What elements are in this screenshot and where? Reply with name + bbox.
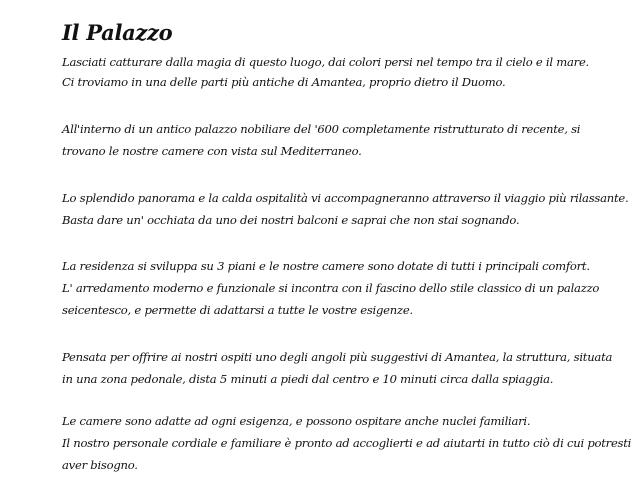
page-title: Il Palazzo: [62, 20, 173, 45]
paragraph-5-line-1: Pensata per offrire ai nostri ospiti uno degli angoli più suggestivi di Amantea, la struttura, situata: [62, 350, 613, 364]
paragraph-4-line-2: L' arredamento moderno e funzionale si incontra con il fascino dello stile classico di un palazzo: [62, 281, 600, 295]
paragraph-5-line-2: in una zona pedonale, dista 5 minuti a piedi dal centro e 10 minuti circa dalla spiaggia.: [62, 372, 554, 386]
paragraph-6-line-2: Il nostro personale cordiale e familiare è pronto ad accoglierti e ad aiutarti in tutto ciò di cui potresti: [62, 436, 632, 450]
paragraph-6-line-1: Le camere sono adatte ad ogni esigenza, e possono ospitare anche nuclei familiari.: [62, 414, 531, 428]
paragraph-3-line-1: Lo splendido panorama e la calda ospitalità vi accompagneranno attraverso il viaggio più rilassante.: [62, 191, 629, 205]
paragraph-1-line-1: Lasciati catturare dalla magia di questo luogo, dai colori persi nel tempo tra il cielo e il mare.: [62, 55, 589, 69]
paragraph-6-line-3: aver bisogno.: [62, 458, 138, 472]
paragraph-2-line-1: All'interno di un antico palazzo nobiliare del '600 completamente ristrutturato di recente, si: [62, 122, 581, 136]
paragraph-4-line-3: seicentesco, e permette di adattarsi a tutte le vostre esigenze.: [62, 303, 413, 317]
paragraph-4-line-1: La residenza si sviluppa su 3 piani e le nostre camere sono dotate di tutti i principali comfort.: [62, 259, 590, 273]
paragraph-3-line-2: Basta dare un' occhiata da uno dei nostri balconi e saprai che non stai sognando.: [62, 213, 520, 227]
paragraph-2-line-2: trovano le nostre camere con vista sul Mediterraneo.: [62, 144, 362, 158]
paragraph-1-line-2: Ci troviamo in una delle parti più antiche di Amantea, proprio dietro il Duomo.: [62, 75, 506, 89]
